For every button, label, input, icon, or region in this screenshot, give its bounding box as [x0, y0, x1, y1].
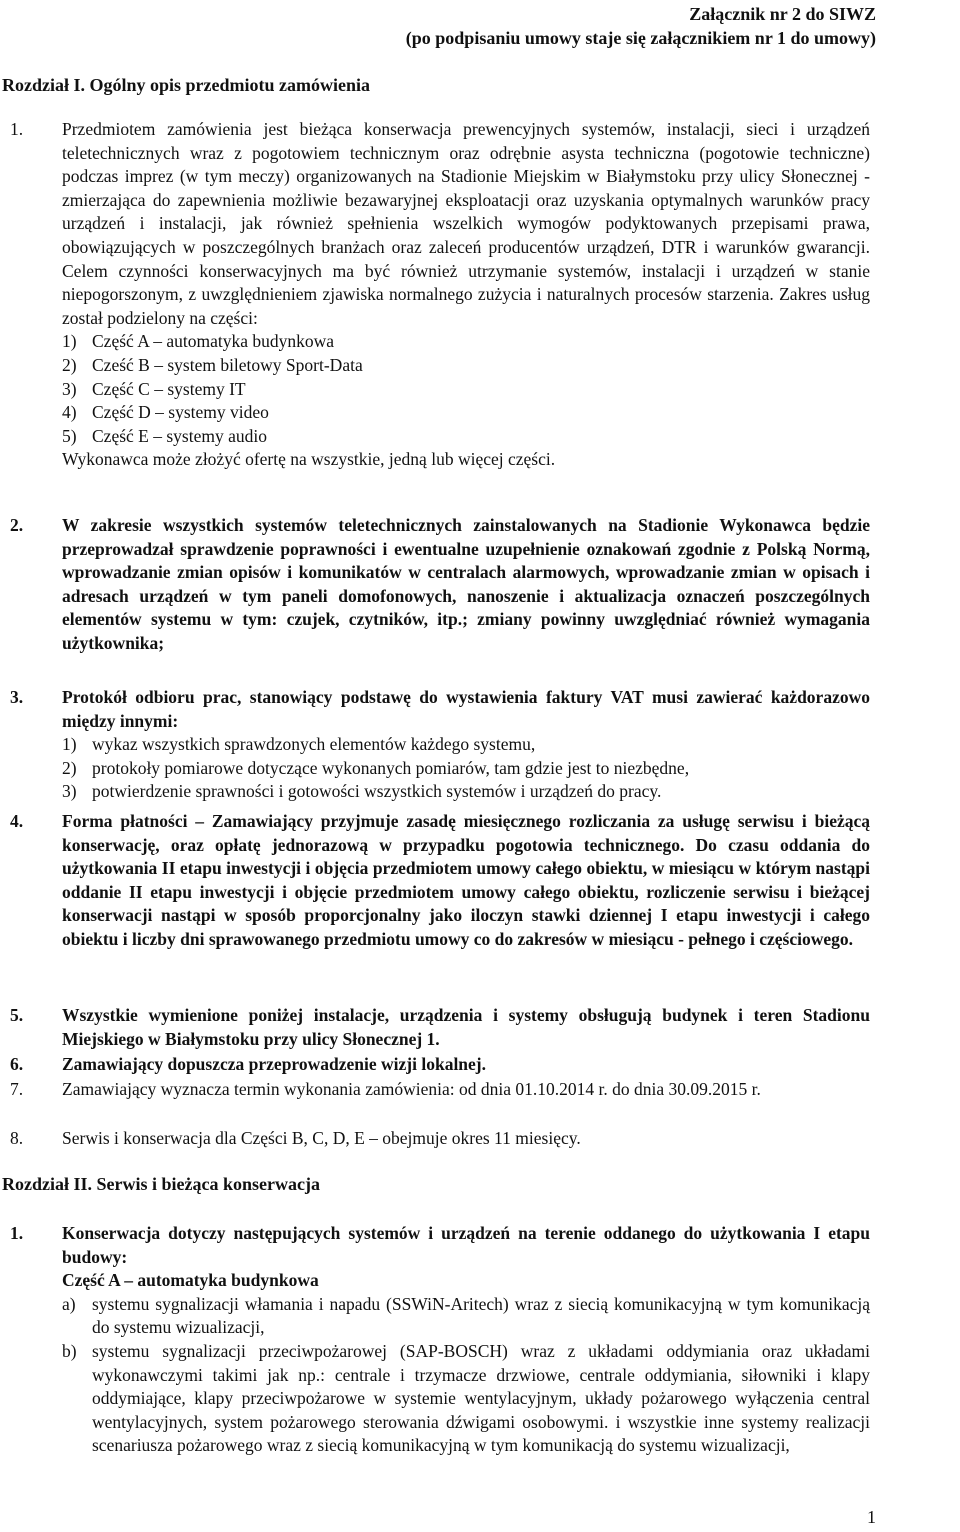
protocol-line: 2) protokoły pomiarowe dotyczące wykonanych pomiarów, tam gdzie jest to niezbędne,: [62, 757, 690, 778]
item-text: Wszystkie wymienione poniżej instalacje, urządzenia i systemy obsługują budynek i teren Stadionu Miejskiego w Białymstoku przy ulicy Słonecznej 1.: [62, 1005, 870, 1049]
page-number: 1: [867, 1507, 876, 1528]
section-1-title: Rozdział I. Ogólny opis przedmiotu zamówienia: [2, 75, 370, 95]
protocol-line: 1) wykaz wszystkich sprawdzonych elementów każdego systemu,: [62, 734, 536, 755]
item-number: 1.: [10, 1223, 24, 1243]
item-number: 8.: [10, 1128, 24, 1148]
section-2-title: Rozdział II. Serwis i bieżąca konserwacja: [2, 1174, 320, 1194]
item-text: Zamawiający wyznacza termin wykonania zamówienia: od dnia 01.10.2014 r. do dnia 30.09.2015 r.: [62, 1079, 761, 1099]
part-line: 1) Część A – automatyka budynkowa: [62, 331, 335, 352]
section-1-item-1: [10, 118, 870, 472]
item-number: 5.: [10, 1005, 24, 1025]
item-number: 1.: [10, 119, 24, 139]
item-text: Forma płatności – Zamawiający przyjmuje zasadę miesięcznego rozliczania za usługę serwisu i bieżącą konserwację, oraz opłatę jednorazową w przypadku pogotowia technicznego. Do czasu oddania do użytkowania II etapu inwestycji i objęcia przedmiotem umowy całego obiektu, w miesiącu w którym nastąpi oddanie II etapu inwestycji i objęcie przedmiotem umowy całego obiektu, rozliczenie serwisu i bieżącej konserwacji nastąpi w sposób proporcjonalny jako iloczyn stawki dziennej I etapu inwestycji i całego obiektu i liczby dni sprawowanego przedmiotu umowy co do zakresów w miesiącu - pełnego i częściowego.: [62, 811, 870, 949]
section-1-item-6: [10, 1053, 870, 1077]
item-text: Przedmiotem zamówienia jest bieżąca konserwacja prewencyjnych systemów, instalacji, sieci i urządzeń teletechnicznych wraz z pogotowiem technicznym oraz odrębnie asysta techniczna (pogotowie techniczne) podczas imprez (w tym meczy) organizowanych na Stadionie Miejskim w Białymstoku przy ulicy Słonecznej - zmierzająca do zapewnienia możliwie bezawaryjnej eksploatacji oraz uzyskania optymalnych warunków pracy urządzeń i instalacji, jak również spełnienia wszelkich wymogów podyktowanych przepisami prawa, obowiązujących w poszczególnych branżach oraz zaleceń producentów urządzeń, DTR i warunków gwarancji. Celem czynności konserwacyjnych ma być również utrzymanie systemów, instalacji i urządzeń w stanie niepogorszonym, z uwzględnieniem zjawiska normalnego zużycia i naturalnych procesów starzenia. Zakres usług został podzielony na części:: [62, 119, 870, 328]
protocol-line: 3) potwierdzenie sprawności i gotowości wszystkich systemów i urządzeń do pracy.: [62, 781, 662, 802]
section-1-item-2: [10, 514, 870, 656]
section-2-item-1: [10, 1222, 870, 1458]
attachment-note: (po podpisaniu umowy staje się załącznikiem nr 1 do umowy): [405, 28, 876, 48]
item-number: 4.: [10, 811, 24, 831]
section-1-item-8: [10, 1127, 870, 1151]
part-line: 5) Część E – systemy audio: [62, 425, 267, 446]
subitem-b: b) systemu sygnalizacji przeciwpożarowej (SAP-BOSCH) wraz z układami oddymiania oraz układami wykonawczymi takimi jak np.: centrale i trzymacze drzwiowe, centrale oddymiania, siłowniki i klapy oddymiające, klapy przeciwpożarowe w systemie wentylacyjnym, układy pożarowego wyłączenia central wentylacyjnych, system pożarowego sterowania dźwigami osobowymi. i wszystkie inne systemy realizacji scenariusza pożarowego wraz z siecią komunikacyjną w tym komunikacją do systemu wizualizacji,: [62, 1340, 870, 1456]
section-1-item-5: [10, 1004, 870, 1051]
item-text: Zamawiający dopuszcza przeprowadzenie wizji lokalnej.: [62, 1054, 487, 1074]
part-a-title: Część A – automatyka budynkowa: [62, 1270, 319, 1291]
item-text: Konserwacja dotyczy następujących systemów i urządzeń na terenie oddanego do użytkowania I etapu budowy:: [62, 1223, 870, 1267]
part-line: 2) Cześć B – system biletowy Sport-Data: [62, 354, 363, 375]
item-after-text: Wykonawca może złożyć ofertę na wszystkie, jedną lub więcej części.: [62, 449, 556, 470]
subitem-a: a) systemu sygnalizacji włamania i napadu (SSWiN-Aritech) wraz z siecią komunikacyjną w tym komunikacją do systemu wizualizacji,: [62, 1293, 870, 1338]
item-number: 6.: [10, 1054, 24, 1074]
attachment-header: [406, 2, 876, 50]
part-line: 3) Część C – systemy IT: [62, 378, 246, 399]
attachment-title: Załącznik nr 2 do SIWZ: [689, 4, 876, 24]
item-number: 7.: [10, 1079, 24, 1099]
item-text: W zakresie wszystkich systemów teletechnicznych zainstalowanych na Stadionie Wykonawca będzie przeprowadzał sprawdzenie poprawności i ewentualne uzupełnienie oznakowań zgodnie z Polską Normą, wprowadzanie zmian opisów i komunikatów w centralach alarmowych, wprowadzanie zmian w opisach i adresach urządzeń w tym paneli domofonowych, nanoszenie i aktualizacja oznaczeń poszczególnych elementów systemu w tym: czujek, czytników, itp.; zmiany powinny uwzględniać również wymagania użytkownika;: [62, 515, 870, 653]
item-number: 2.: [10, 515, 24, 535]
section-1-item-7: [10, 1078, 870, 1102]
part-line: 4) Część D – systemy video: [62, 402, 269, 423]
item-text: Serwis i konserwacja dla Części B, C, D, E – obejmuje okres 11 miesięcy.: [62, 1128, 581, 1148]
section-1-item-4: [10, 810, 870, 952]
section-1-item-3: [10, 686, 870, 804]
item-number: 3.: [10, 687, 24, 707]
item-text: Protokół odbioru prac, stanowiący podstawę do wystawienia faktury VAT musi zawierać każdorazowo między innymi:: [62, 687, 870, 731]
